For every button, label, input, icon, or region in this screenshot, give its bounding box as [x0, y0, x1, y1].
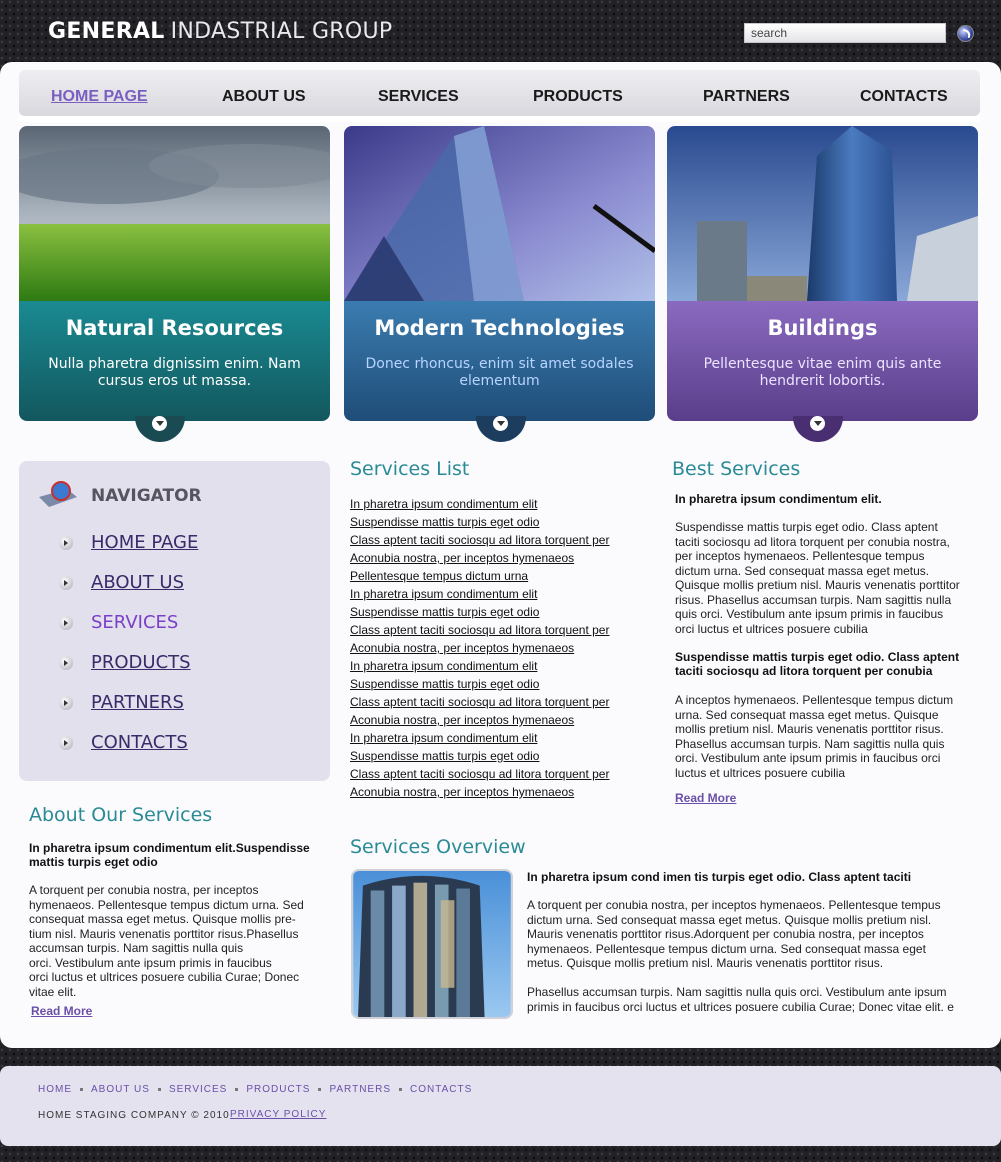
list-item: Aconubia nostra, per inceptos hymenaeos [350, 785, 575, 799]
feature-expand-tab[interactable] [793, 416, 843, 442]
feature-expand-tab[interactable] [135, 416, 185, 442]
menu-home-page[interactable]: HOME PAGE [51, 88, 148, 105]
top-menu [19, 70, 980, 116]
list-item: Pellentesque tempus dictum urna [350, 569, 529, 583]
nav-item-partners[interactable] [59, 692, 184, 713]
site-logo[interactable] [48, 19, 392, 44]
list-item: Suspendisse mattis turpis eget odio [350, 515, 540, 529]
feature-buildings[interactable] [667, 126, 978, 421]
list-item: Aconubia nostra, per inceptos hymenaeos [350, 713, 575, 727]
footer-links [38, 1084, 472, 1095]
feature-text: Donec rhoncus, enim sit amet sodales elementum [365, 356, 634, 389]
logo-thin-text: INDASTRIAL GROUP [170, 19, 393, 44]
footer-link-about-us[interactable]: ABOUT US [91, 1084, 150, 1095]
nav-link[interactable]: CONTACTS [91, 732, 188, 753]
overview-lead: In pharetra ipsum cond imen tis turpis eget odio. Class aptent taciti [527, 870, 912, 884]
arrow-bullet-icon [59, 656, 73, 670]
nav-item-about-us[interactable] [59, 572, 184, 593]
about-lead: In pharetra ipsum condimentum elit.Suspendisse mattis turpis eget odio [29, 841, 310, 869]
about-body: A torquent per conubia nostra, per inceptos hymenaeos. Pellentesque tempus dictum urna. Sed consequat massa eget metus. Quisque mollis pre- tium nisl. Mauris venenatis porttitor risus.Phasellus accumsan turpis. Nam sagittis nulla quis orci. Vestibulum ante ipsum primis in faucibus orci luctus et ultrices posuere cubilia Curae; Donec vitae elit. [29, 883, 304, 999]
buildings-photo [667, 126, 978, 301]
nav-link[interactable]: HOME PAGE [91, 532, 199, 553]
footer [0, 1066, 1001, 1146]
list-item: Suspendisse mattis turpis eget odio [350, 605, 540, 619]
nav-link[interactable]: PARTNERS [91, 692, 184, 713]
best-services-title: Best Services [672, 458, 801, 480]
feature-text: Nulla pharetra dignissim enim. Nam cursus eros ut massa. [48, 356, 301, 389]
menu-products[interactable]: PRODUCTS [533, 88, 623, 105]
list-item: In pharetra ipsum condimentum elit [350, 731, 538, 745]
list-item: Suspendisse mattis turpis eget odio [350, 677, 540, 691]
privacy-policy-link[interactable]: PRIVACY POLICY [230, 1109, 327, 1120]
footer-link-services[interactable]: SERVICES [168, 1084, 228, 1095]
nav-link[interactable]: SERVICES [91, 612, 179, 633]
nav-item-products[interactable] [59, 652, 191, 673]
navigator-globe-icon [37, 479, 79, 509]
list-item: Suspendisse mattis turpis eget odio [350, 749, 540, 763]
main-panel [0, 62, 1001, 1048]
list-item: Class aptent taciti sociosqu ad litora torquent per [350, 695, 610, 709]
arrow-bullet-icon [59, 536, 73, 550]
chevron-down-icon [810, 416, 825, 431]
list-item: Aconubia nostra, per inceptos hymenaeos [350, 641, 575, 655]
feature-title: Natural Resources [65, 316, 284, 340]
logo-bold-text: GENERAL [48, 19, 165, 44]
best-services-lead: In pharetra ipsum condimentum elit. [675, 492, 882, 506]
arrow-bullet-icon [59, 736, 73, 750]
arrow-bullet-icon [59, 576, 73, 590]
arrow-bullet-icon [59, 616, 73, 630]
best-services-body-2: A inceptos hymenaeos. Pellentesque tempus dictum urna. Sed consequat massa eget metus. Quisque mollis pretium nisl. Mauris venenatis porttitor risus. Phasellus accumsan turpis. Nam sagittis nulla quis orci. Vestibulum ante ipsum primis in faucibus orci luctus et ultrices posuere cubilia [675, 693, 954, 780]
footer-link-partners[interactable]: PARTNERS [329, 1084, 391, 1095]
list-item: In pharetra ipsum condimentum elit [350, 497, 538, 511]
feature-text: Pellentesque vitae enim quis ante hendrerit lobortis. [703, 356, 942, 389]
search-input[interactable]: search [744, 23, 946, 43]
overview-photo [351, 869, 513, 1019]
nav-link[interactable]: PRODUCTS [91, 652, 191, 673]
feature-title: Buildings [767, 316, 878, 340]
list-item: Class aptent taciti sociosqu ad litora torquent per [350, 623, 610, 637]
skyscraper-photo [344, 126, 655, 301]
list-item: Aconubia nostra, per inceptos hymenaeos [350, 551, 575, 565]
menu-services[interactable]: SERVICES [378, 88, 459, 105]
nav-item-contacts[interactable] [59, 732, 188, 753]
best-services-lead-2: Suspendisse mattis turpis eget odio. Class aptent taciti sociosqu ad litora torquent per conubia [675, 650, 960, 678]
best-services-body-1: Suspendisse mattis turpis eget odio. Class aptent taciti sociosqu ad litora torquent per conubia nostra, per inceptos hymenaeos. Pellentesque tempus dictum urna. Sed consequat massa eget metus. Quisque mollis pretium nisl. Mauris venenatis porttitor risus. Phasellus accumsan turpis. Nam sagittis nulla quis orci. Vestibulum ante ipsum primis in faucibus orci luctus et ultrices posuere cubilia [675, 520, 960, 636]
best-services-read-more-link[interactable]: Read More [675, 791, 737, 805]
menu-about-us[interactable]: ABOUT US [222, 88, 306, 105]
nav-item-services[interactable] [59, 612, 178, 633]
overview-body-2: Phasellus accumsan turpis. Nam sagittis nulla quis orci. Vestibulum ante ipsum primis in faucibus orci luctus et ultrices posuere cubilia Curae; Donec vitae elit. e [527, 985, 954, 1014]
feature-natural-resources[interactable] [19, 126, 330, 421]
footer-link-products[interactable]: PRODUCTS [246, 1084, 311, 1095]
nav-item-home-page[interactable] [59, 532, 198, 553]
field-photo [19, 126, 330, 301]
feature-modern-technologies[interactable] [344, 126, 655, 421]
menu-partners[interactable]: PARTNERS [703, 88, 790, 105]
navigator-title: NAVIGATOR [91, 486, 202, 506]
list-item: In pharetra ipsum condimentum elit [350, 659, 538, 673]
overview-body-1: A torquent per conubia nostra, per inceptos hymenaeos. Pellentesque tempus dictum urna. Sed consequat massa eget metus. Quisque mollis pretium nisl. Mauris venenatis porttitor risus.Adorquent per conubia nostra, per inceptos hymenaeos. Pellentesque tempus dictum urna. Sed consequat massa eget metus. Quisque mollis pretium nisl. Mauris venenatis porttitor risus. [527, 898, 941, 970]
about-read-more-link[interactable]: Read More [31, 1004, 93, 1018]
about-title: About Our Services [29, 804, 213, 826]
navigator-box [19, 461, 330, 781]
feature-expand-tab[interactable] [476, 416, 526, 442]
footer-link-contacts[interactable]: CONTACTS [409, 1084, 473, 1095]
menu-contacts[interactable]: CONTACTS [860, 88, 948, 105]
feature-title: Modern Technologies [374, 316, 625, 340]
list-item: In pharetra ipsum condimentum elit [350, 587, 538, 601]
chevron-down-icon [493, 416, 508, 431]
footer-link-home[interactable]: HOME [38, 1084, 72, 1095]
search-go-icon[interactable] [957, 25, 974, 42]
list-item: Class aptent taciti sociosqu ad litora torquent per [350, 767, 610, 781]
copyright: HOME STAGING COMPANY © 2010 [38, 1110, 230, 1121]
services-list-title: Services List [350, 458, 470, 480]
services-list [350, 495, 609, 801]
nav-link[interactable]: ABOUT US [91, 572, 185, 593]
arrow-bullet-icon [59, 696, 73, 710]
chevron-down-icon [152, 416, 167, 431]
services-overview-title: Services Overview [350, 836, 526, 858]
list-item: Class aptent taciti sociosqu ad litora torquent per [350, 533, 610, 547]
